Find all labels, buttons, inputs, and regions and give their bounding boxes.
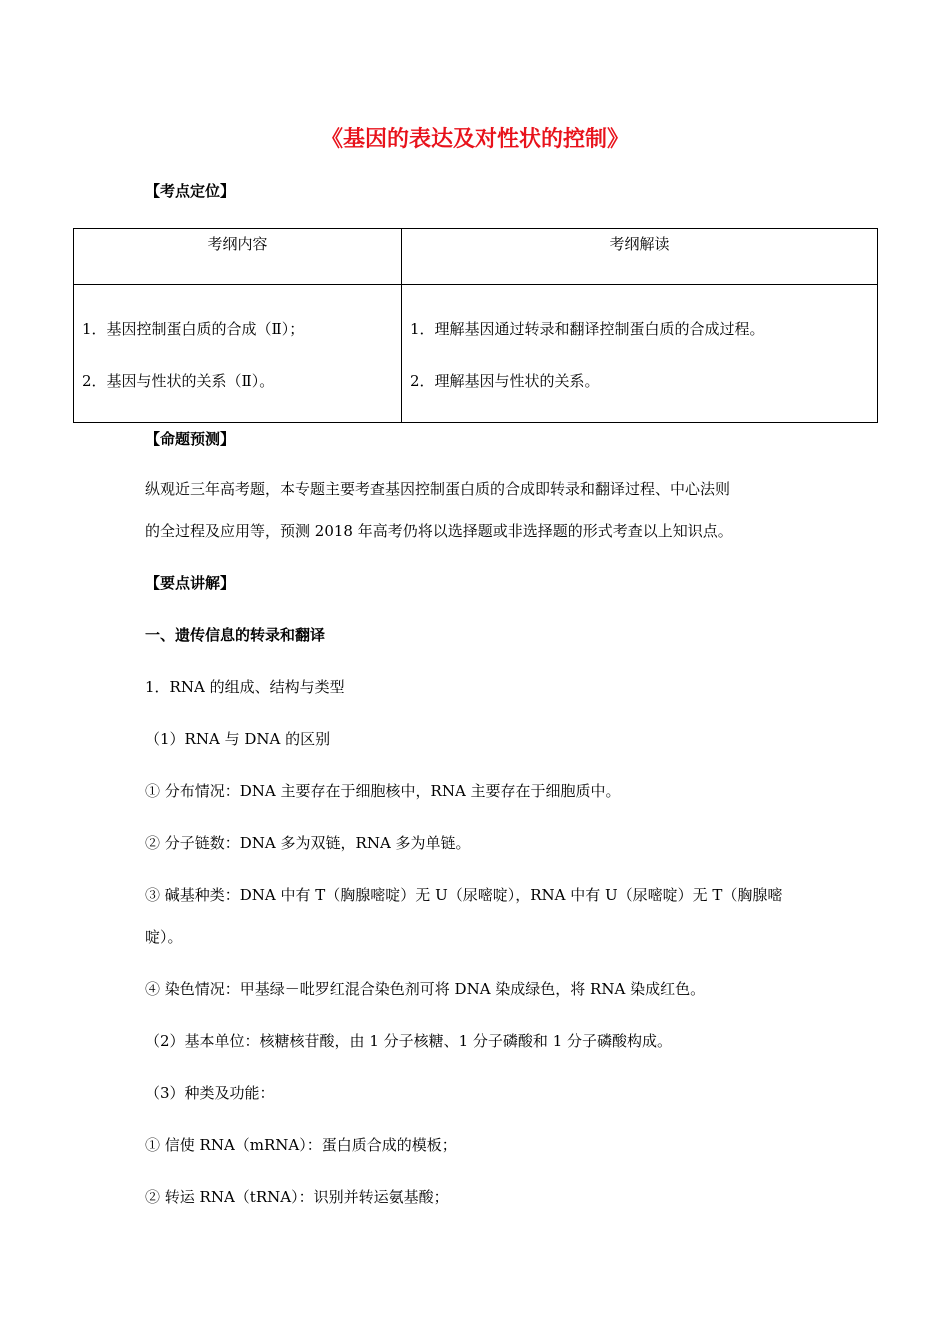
list-item: ④ 染色情况：甲基绿－吡罗红混合染色剂可将 DNA 染成绿色，将 RNA 染成红色。 [145,980,706,998]
table-cell-interpretation [402,285,878,423]
section-yaodian: 【要点讲解】 [145,574,236,592]
table-cell-line: 1．理解基因通过转录和翻译控制蛋白质的合成过程。 [410,320,765,338]
list-item: （2）基本单位：核糖核苷酸，由 1 分子核糖、1 分子磷酸和 1 分子磷酸构成。 [145,1032,673,1050]
list-item: ② 分子链数：DNA 多为双链，RNA 多为单链。 [145,834,471,852]
list-item: 啶）。 [145,928,183,946]
list-item: （3）种类及功能： [145,1084,275,1102]
paragraph-line: 的全过程及应用等，预测 2018 年高考仍将以选择题或非选择题的形式考查以上知识点。 [145,522,733,540]
table-cell-content [74,285,402,423]
list-item: ③ 碱基种类：DNA 中有 T（胸腺嘧啶）无 U（尿嘧啶），RNA 中有 U（尿嘧啶）无 T（胸腺嘧 [145,886,783,904]
table-cell-line: 2．理解基因与性状的关系。 [410,372,600,390]
table-cell-line: 2．基因与性状的关系（Ⅱ）。 [82,372,275,390]
table-header-interpretation: 考纲解读 [402,229,878,285]
section-yuce: 【命题预测】 [145,430,236,448]
document-title: 《基因的表达及对性状的控制》 [320,127,629,152]
paragraph-line: 纵观近三年高考题，本专题主要考查基因控制蛋白质的合成即转录和翻译过程、中心法则 [145,480,731,498]
list-item: ① 分布情况：DNA 主要存在于细胞核中，RNA 主要存在于细胞质中。 [145,782,621,800]
list-item: ① 信使 RNA（mRNA）：蛋白质合成的模板； [145,1136,457,1154]
list-item: ② 转运 RNA（tRNA）：识别并转运氨基酸； [145,1188,449,1206]
exam-outline-table [73,228,878,423]
list-item: （1）RNA 与 DNA 的区别 [145,730,331,748]
section-kaodian: 【考点定位】 [145,182,236,200]
table-cell-line: 1．基因控制蛋白质的合成（Ⅱ）； [82,320,305,338]
heading-transcription-translation: 一、遗传信息的转录和翻译 [145,626,326,644]
list-item: 1．RNA 的组成、结构与类型 [145,678,345,696]
table-header-row [74,229,878,285]
table-row [74,285,878,423]
table-header-content: 考纲内容 [74,229,402,285]
